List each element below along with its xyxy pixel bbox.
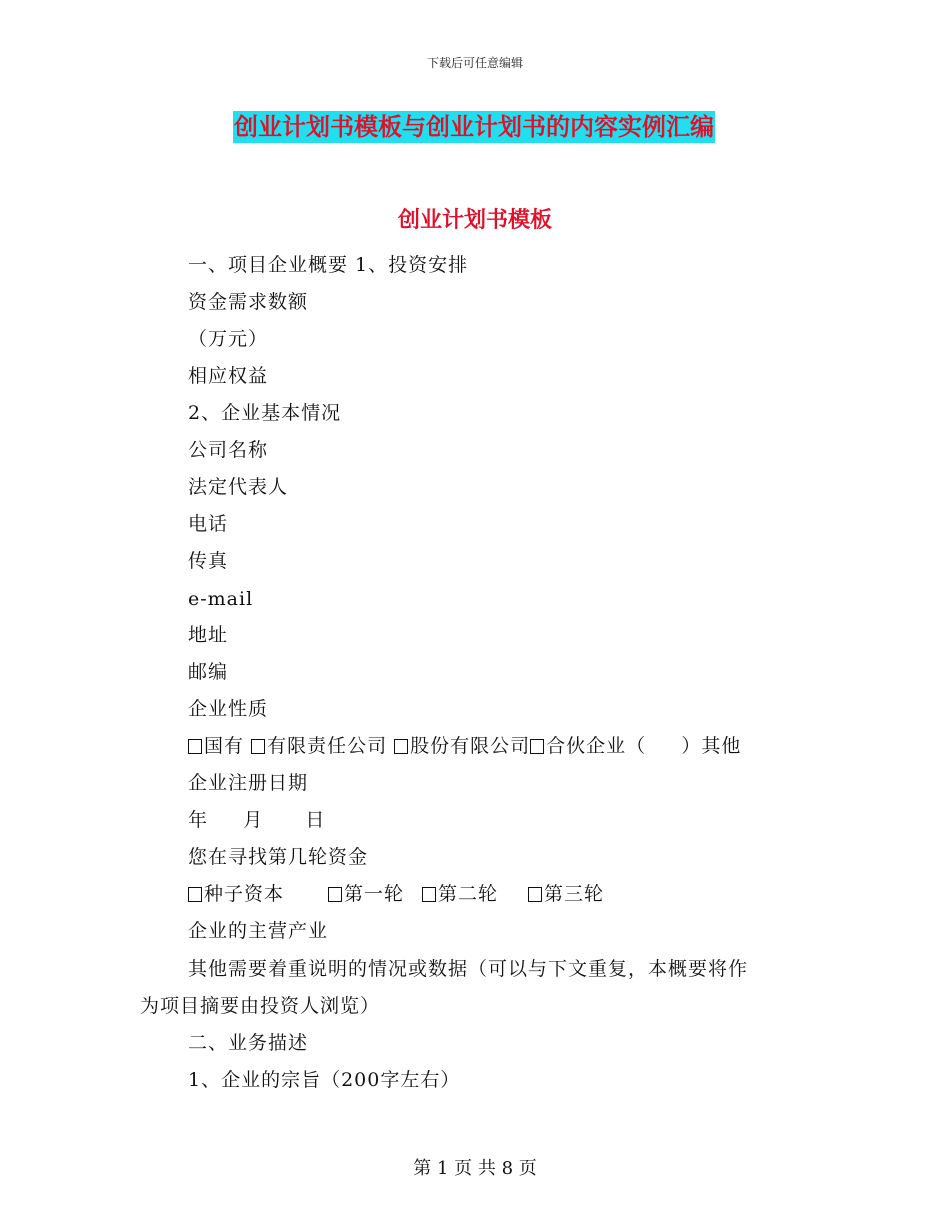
checkbox-partnership[interactable] — [530, 739, 544, 754]
paragraph-other-notes: 其他需要着重说明的情况或数据（可以与下文重复，本概要将作 — [188, 958, 749, 980]
paragraph-project-overview: 一、项目企业概要 1、投资安排 — [188, 254, 469, 276]
paragraph-unit: （万元） — [188, 328, 269, 350]
paragraph-business-description: 二、业务描述 — [188, 1032, 309, 1054]
checkbox-state-owned[interactable] — [188, 739, 202, 754]
funding-round-options — [188, 882, 604, 906]
company-type-options — [188, 734, 741, 758]
paragraph-other-notes-continued: 为项目摘要由投资人浏览） — [140, 995, 381, 1017]
checkbox-limited-liability[interactable] — [251, 739, 265, 754]
paragraph-registration-date: 企业注册日期 — [188, 772, 309, 794]
checkbox-joint-stock[interactable] — [394, 739, 408, 754]
page-footer: 第 1 页 共 8 页 — [413, 1158, 537, 1179]
paragraph-legal-rep: 法定代表人 — [188, 476, 289, 498]
option-state-owned: 国有 — [204, 735, 245, 757]
checkbox-round-two[interactable] — [422, 887, 436, 902]
header-note: 下载后可任意编辑 — [426, 56, 523, 70]
paragraph-fax: 传真 — [188, 550, 229, 572]
paragraph-company-name: 公司名称 — [188, 439, 269, 461]
option-round-one: 第一轮 — [344, 883, 405, 905]
paragraph-main-industry: 企业的主营产业 — [188, 920, 329, 942]
paragraph-funding-amount: 资金需求数额 — [188, 291, 309, 313]
option-round-two: 第二轮 — [438, 883, 499, 905]
option-limited-liability: 有限责任公司 — [267, 735, 388, 757]
paragraph-company-basics: 2、企业基本情况 — [188, 402, 342, 424]
paragraph-postcode: 邮编 — [188, 661, 229, 683]
paragraph-phone: 电话 — [188, 513, 229, 535]
option-seed: 种子资本 — [204, 883, 285, 905]
paragraph-company-type: 企业性质 — [188, 698, 269, 720]
option-round-three: 第三轮 — [544, 883, 605, 905]
paragraph-equity: 相应权益 — [188, 365, 269, 387]
paragraph-date-fields: 年 月 日 — [188, 809, 326, 831]
paragraph-address: 地址 — [188, 624, 229, 646]
section-title: 创业计划书模板 — [397, 207, 552, 233]
checkbox-seed[interactable] — [188, 887, 202, 902]
paragraph-email: e-mail — [188, 588, 254, 610]
option-joint-stock: 股份有限公司 — [410, 735, 531, 757]
paragraph-company-mission: 1、企业的宗旨（200字左右） — [188, 1069, 461, 1091]
paragraph-funding-round: 您在寻找第几轮资金 — [188, 846, 369, 868]
checkbox-round-three[interactable] — [528, 887, 542, 902]
option-partnership-other: 合伙企业（ ）其他 — [546, 735, 742, 757]
checkbox-round-one[interactable] — [328, 887, 342, 902]
main-title: 创业计划书模板与创业计划书的内容实例汇编 — [234, 112, 714, 141]
